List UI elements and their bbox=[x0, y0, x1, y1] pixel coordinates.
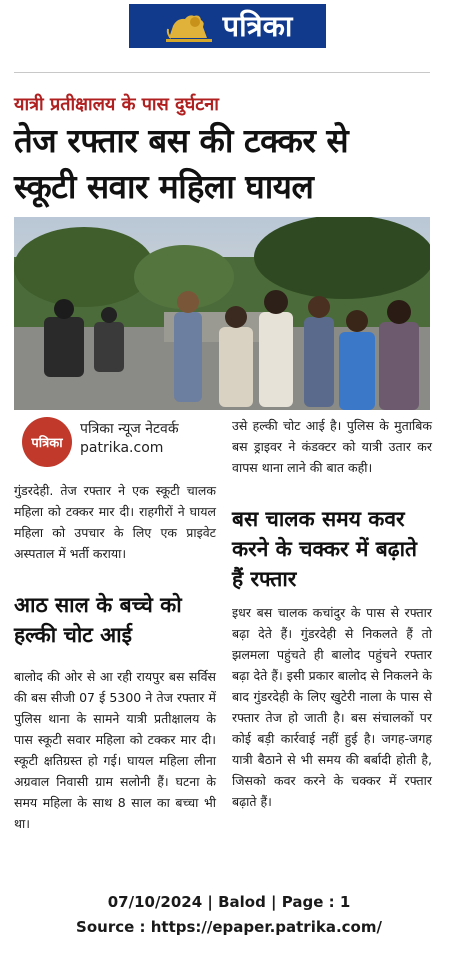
right-paragraph-1 bbox=[232, 415, 432, 478]
left-subhead: आठ साल के बच्चे को हल्की चोट आई bbox=[14, 593, 182, 647]
top-divider bbox=[14, 72, 430, 73]
lion-emblem-icon bbox=[163, 8, 215, 44]
left-paragraph-1 bbox=[14, 480, 216, 564]
byline-name: पत्रिका न्यूज नेटवर्क bbox=[80, 421, 179, 437]
right-paragraph-2 bbox=[232, 602, 432, 812]
headline-line-2: स्कूटी सवार महिला घायल bbox=[14, 167, 314, 206]
byline-badge: पत्रिका bbox=[22, 417, 72, 467]
right-paragraph-2-text: इधर बस चालक कचांदुर के पास से रफ्तार बढ़ा देते हैं। गुंडरदेही से निकलते हैं तो झलमला पहुंचते ही बालोद पहुंचने रफ्तार बढ़ा देते हैं। इसी प्रकार बालोद से निकलने के बाद गुंडरदेही के लिए खुटेरी नाला के पास से रफ्तार तेज हो जाती है। बस संचालकों पर कोई बड़ी कार्रवाई नहीं हुई है। जगह-जगह यात्री बैठाने से भी समय की बर्बादी होती है, जिसको कवर करने के चक्कर में रफ्तार बढ़ाते हैं। bbox=[232, 605, 432, 809]
left-paragraph-1-text: गुंडरदेही. तेज रफ्तार ने एक स्कूटी चालक महिला को टक्कर मार दी। राहगीरों ने घायल महिला को उपचार के लिए एक प्राइवेट अस्पताल में भर्ती कराया। bbox=[14, 483, 216, 561]
brand-name: पत्रिका bbox=[222, 8, 293, 43]
headline-line-1: तेज रफ्तार बस की टक्कर से bbox=[14, 121, 349, 160]
footer-source: Source : https://epaper.patrika.com/ bbox=[76, 918, 382, 936]
footer-date-edition: 07/10/2024 | Balod | Page : 1 bbox=[107, 893, 351, 911]
byline-site: patrika.com bbox=[80, 440, 164, 456]
news-photo bbox=[14, 217, 430, 410]
right-paragraph-1-text: उसे हल्की चोट आई है। पुलिस के मुताबिक बस ड्राइवर ने कंडक्टर को यात्री उतार कर वापस थाना लाने की बात कही। bbox=[232, 418, 432, 475]
masthead-logo bbox=[129, 4, 326, 48]
right-subhead: बस चालक समय कवर करने के चक्कर में बढ़ाते हैं रफ्तार bbox=[232, 507, 418, 591]
left-paragraph-2-text: बालोद की ओर से आ रही रायपुर बस सर्विस की बस सीजी 07 ई 5300 ने तेज रफ्तार में पुलिस थाना के सामने यात्री प्रतीक्षालय के पास स्कूटी सवार महिला को टक्कर मार दी। स्कूटी क्षतिग्रस्त हो गई। घायल महिला लीना अग्रवाल निवासी ग्राम सलोनी हैं। घटना के समय महिला के साथ 8 साल का बच्चा भी था। bbox=[14, 669, 216, 831]
left-paragraph-2 bbox=[14, 666, 216, 834]
kicker: यात्री प्रतीक्षालय के पास दुर्घटना bbox=[14, 94, 219, 115]
